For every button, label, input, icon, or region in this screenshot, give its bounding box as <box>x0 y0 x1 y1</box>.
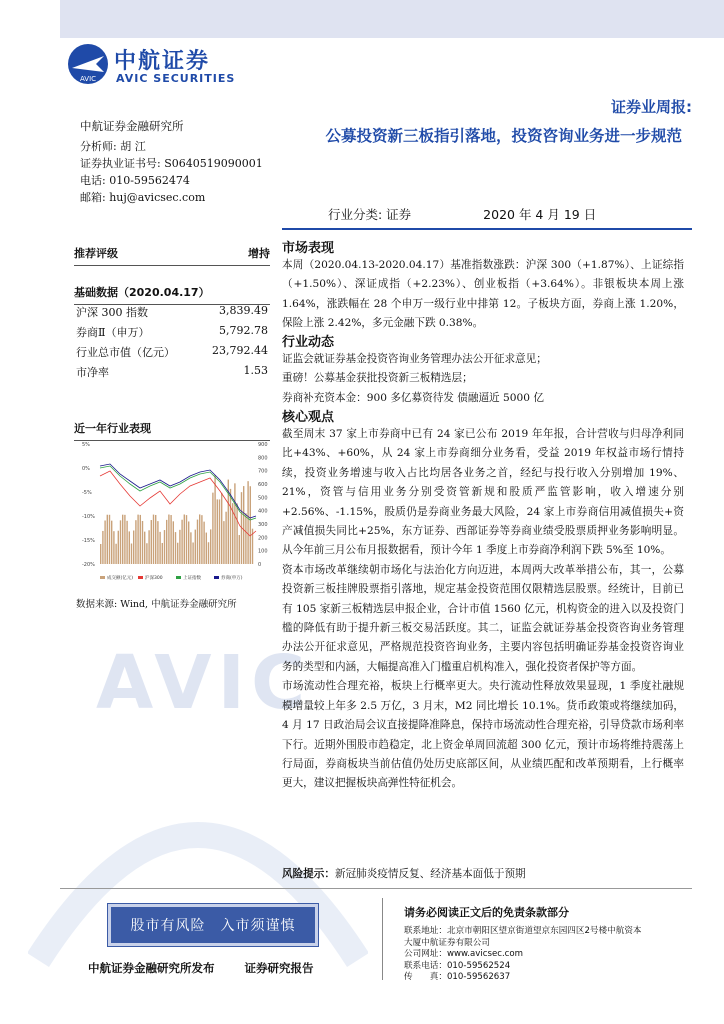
volume-bar <box>168 515 169 564</box>
legend-item: 券商(申万) <box>221 576 243 581</box>
footer-divider <box>60 888 692 889</box>
y-tick-left: 5% <box>82 442 90 448</box>
volume-bar <box>122 515 123 564</box>
volume-bar <box>153 515 154 564</box>
dynamics-list <box>282 350 684 408</box>
volume-bar <box>104 521 105 564</box>
contact-line: 大厦中航证券有限公司 <box>404 937 490 948</box>
basics-label: 沪深 300 指数 <box>76 306 148 319</box>
volume-bar <box>175 532 176 564</box>
chart-source: 数据来源: Wind, 中航证券金融研究所 <box>76 599 237 610</box>
analyst-name: 分析师: 胡 江 <box>80 140 146 153</box>
dynamics-item: 券商补充资本金：900 多亿募资待发 债融逼近 5000 亿 <box>282 391 544 404</box>
market-text <box>282 256 684 334</box>
legend-item: 沪深300 <box>145 576 163 581</box>
volume-bar <box>115 544 116 564</box>
volume-bar <box>190 532 191 564</box>
volume-bar <box>208 542 209 564</box>
y-tick-left: -20% <box>82 562 95 568</box>
market-paragraph: 本周（2020.04.13-2020.04.17）基准指数涨跌：沪深 300（+1.87%）、上证综指（+1.50%）、深证成指（+2.23%）、创业板指（+3.64%）。非银板块本周上涨 1.64%，涨跌幅在 28 个申万一级行业中排第 12。子板块方面，券商上涨 1.20%，保险上涨 2.42%，多元金融下跌 0.38%。 <box>282 259 684 330</box>
section-title-views: 核心观点 <box>282 410 335 425</box>
volume-bar <box>124 515 125 564</box>
y-tick-right: 100 <box>258 548 268 555</box>
report-title-line1: 证券业周报: <box>611 98 692 116</box>
volume-bar <box>170 515 171 564</box>
report-title-line2: 公募投资新三板指引落地，投资咨询业务进一步规范 <box>325 127 682 145</box>
y-tick-right: 0 <box>258 562 262 568</box>
views-paragraph: 资本市场改革继续朝市场化与法治化方向迈进，本周两大改革举措公布，其一，公募投资新三板挂牌股票指引落地，规定基金投资范围仅限精选层股票。经统计，目前已有 105 家新三板精选层申报企业，合计市值 1560 亿元，机构资金的进入以及投资门槛的降低有助于提升新三板交易活跃度。其二，证监会就证券基金投资咨询业务管理办法公开征求意见，严格规范投资咨询业务，主要内容包括明确证券基金投资咨询业务的类型和内涵，大幅提高准入门槛重启机构准入，强化投资者保护等方面。 <box>282 563 684 673</box>
y-tick-left: -5% <box>82 490 92 496</box>
volume-bar <box>212 493 213 564</box>
rating-label: 推荐评级 <box>74 247 118 260</box>
analyst-email: 邮箱: huj@avicsec.com <box>80 191 206 204</box>
report-meta <box>328 205 664 223</box>
chart-header: 近一年行业表现 <box>74 420 270 441</box>
contact-line: 联系地址：北京市朝阳区望京街道望京东园四区2号楼中航资本 <box>404 926 642 936</box>
analyst-phone: 电话: 010-59562474 <box>80 174 190 187</box>
volume-bar <box>221 493 222 564</box>
brand-logo <box>66 42 246 88</box>
volume-bar <box>162 543 163 564</box>
disclaimer-title: 请务必阅读正文后的免责条款部分 <box>404 906 569 919</box>
top-band <box>60 0 724 38</box>
volume-bar <box>199 514 200 564</box>
volume-bar <box>250 486 251 564</box>
basics-label: 券商Ⅱ（申万） <box>76 326 150 339</box>
volume-bar <box>179 530 180 564</box>
basics-label: 市净率 <box>76 366 109 379</box>
footer-publisher <box>88 960 340 976</box>
risk-warning-box: 股市有风险 入市须谨慎 <box>108 904 318 946</box>
footer-report-type: 证券研究报告 <box>244 961 314 975</box>
risk-note <box>282 866 526 881</box>
y-tick-right: 300 <box>258 522 268 528</box>
basics-header: 基础数据（2020.04.17） <box>74 284 270 305</box>
legend-item: 上证指数 <box>183 576 201 581</box>
volume-bar <box>133 530 134 564</box>
basics-row <box>76 304 268 320</box>
basics-value: 3,839.49 <box>219 304 268 317</box>
volume-bar <box>164 530 165 564</box>
watermark: AVIC <box>96 640 312 726</box>
volume-bar <box>247 481 248 564</box>
volume-bar <box>159 532 160 564</box>
contact-line: 传 真：010-59562637 <box>404 972 511 982</box>
basics-value: 1.53 <box>243 364 268 377</box>
volume-bar <box>223 521 224 564</box>
svg-text:AVIC: AVIC <box>79 75 97 83</box>
volume-bar <box>239 535 240 564</box>
volume-bar <box>131 543 132 564</box>
analyst-info <box>80 138 263 206</box>
volume-bar <box>201 515 202 564</box>
analyst-cert: 证券执业证书号: S0640519090001 <box>80 157 263 170</box>
volume-bar <box>129 531 130 564</box>
volume-bar <box>192 542 193 564</box>
volume-bar <box>210 529 211 564</box>
volume-bar <box>219 499 220 564</box>
views-text <box>282 425 684 794</box>
basics-row <box>76 324 268 340</box>
volume-bar <box>111 521 112 564</box>
volume-bar <box>197 520 198 564</box>
volume-bar <box>230 489 231 564</box>
volume-bar <box>113 531 114 564</box>
title-divider <box>282 228 692 230</box>
volume-bar <box>184 514 185 564</box>
y-tick-left: -15% <box>82 538 95 544</box>
basics-label: 行业总市值（亿元） <box>76 346 175 359</box>
risk-text: 新冠肺炎疫情反复、经济基本面低于预期 <box>334 868 526 880</box>
section-title-market: 市场表现 <box>282 241 335 256</box>
volume-bar <box>137 515 138 564</box>
volume-bar <box>181 520 182 564</box>
volume-bar <box>214 475 215 564</box>
dynamics-item: 重磅！公募基金获批投资新三板精选层； <box>282 372 473 385</box>
y-tick-right: 800 <box>258 455 268 462</box>
institute-name: 中航证券金融研究所 <box>80 119 184 133</box>
volume-bar <box>173 521 174 564</box>
industry-class: 行业分类: 证券 <box>328 207 412 222</box>
volume-bar <box>126 521 127 564</box>
volume-bar <box>236 503 237 564</box>
contact-info <box>404 926 694 984</box>
y-tick-right: 400 <box>258 508 268 515</box>
volume-bar <box>188 521 189 564</box>
volume-bar <box>142 521 143 564</box>
y-tick-right: 900 <box>258 442 268 448</box>
rating-header <box>74 245 270 266</box>
volume-bar <box>151 520 152 564</box>
report-date: 2020 年 4 月 19 日 <box>483 207 597 222</box>
risk-label: 风险提示： <box>282 868 335 880</box>
brand-name-cn: 中航证券 <box>114 49 211 74</box>
volume-bar <box>148 530 149 564</box>
y-tick-right: 200 <box>258 535 268 542</box>
volume-bar <box>166 520 167 564</box>
views-paragraph: 市场流动性合理充裕，板块上行概率更大。央行流动性释放效果显现，1 季度社融规模增量较上年多 2.5 万亿，3 月末，M2 同比增长 10.1%。货币政策或将继续加码，4 月 17 日政治局会议直接提降准降息，保持市场流动性合理充裕，引导贷款市场利率下行。近期外围股市趋稳定，北上资金单周回流超 300 亿元，预计市场将维持震荡上行局面，券商板块当前估值仍处历史底部区间，从业绩匹配和改革预期看，上行概率更大，建议把握板块高弹性特征机会。 <box>282 680 684 790</box>
volume-bar <box>144 532 145 564</box>
volume-bar <box>146 543 147 564</box>
basics-row <box>76 364 268 380</box>
volume-bar <box>109 515 110 564</box>
volume-bar <box>120 520 121 564</box>
legend-item: 成交额(亿元) <box>107 576 134 581</box>
footer-publisher-name: 中航证券金融研究所发布 <box>88 961 215 975</box>
y-tick-right: 600 <box>258 482 268 488</box>
brand-name-en: AVIC SECURITIES <box>116 72 236 85</box>
dynamics-item: 证监会就证券基金投资咨询业务管理办法公开征求意见； <box>282 353 547 365</box>
volume-bar <box>203 522 204 564</box>
volume-bar <box>100 544 101 564</box>
y-tick-left: 0% <box>82 466 90 472</box>
volume-bar <box>186 515 187 564</box>
volume-bar <box>140 515 141 564</box>
volume-bar <box>107 515 108 564</box>
volume-bar <box>155 515 156 564</box>
volume-bar <box>135 520 136 564</box>
basics-value: 23,792.44 <box>212 344 268 357</box>
volume-bar <box>243 486 244 564</box>
volume-bar <box>157 521 158 564</box>
y-tick-right: 500 <box>258 495 268 502</box>
basics-value: 5,792.78 <box>219 324 268 337</box>
industry-performance-chart <box>80 436 270 586</box>
views-paragraph: 截至周末 37 家上市券商中已有 24 家已公布 2019 年年报，合计营收与归母净利同比+43%、+60%，从 24 家上市券商细分业务看，受益 2019 年权益市场行情持续，投资业务增速与收入占比均居各业务之首，经纪与投行收入分别增加 19%、21%，资管与信用业务分别受资管新规和股质严监管影响，收入增速分别+2.56%、-1.15%，股质仍是券商业务最大风险，24 家上市券商信用减值损失+资产减值损失同比+25%，东方证券、西部证券等券商业绩受股票质押业务影响明显。从今年前三月公布月报数据看，预计今年 1 季度上市券商净利润下跌 5%至 10%。 <box>282 428 684 557</box>
rating-value: 增持 <box>248 247 270 260</box>
volume-bar <box>225 512 226 564</box>
avic-logo-icon <box>66 42 110 86</box>
volume-bar <box>245 513 246 564</box>
contact-line: 联系电话：010-59562524 <box>404 960 511 971</box>
volume-bar <box>102 531 103 564</box>
contact-line: 公司网址：www.avicsec.com <box>404 949 524 959</box>
basics-row <box>76 344 268 360</box>
footer-vline <box>382 898 383 980</box>
volume-bar <box>217 499 218 564</box>
volume-bar <box>118 531 119 564</box>
volume-bar <box>234 483 235 564</box>
section-title-dynamics: 行业动态 <box>282 335 335 350</box>
y-tick-right: 700 <box>258 468 268 475</box>
volume-bar <box>206 533 207 564</box>
volume-bar <box>177 543 178 564</box>
y-tick-left: -10% <box>82 514 95 520</box>
volume-bar <box>195 530 196 564</box>
